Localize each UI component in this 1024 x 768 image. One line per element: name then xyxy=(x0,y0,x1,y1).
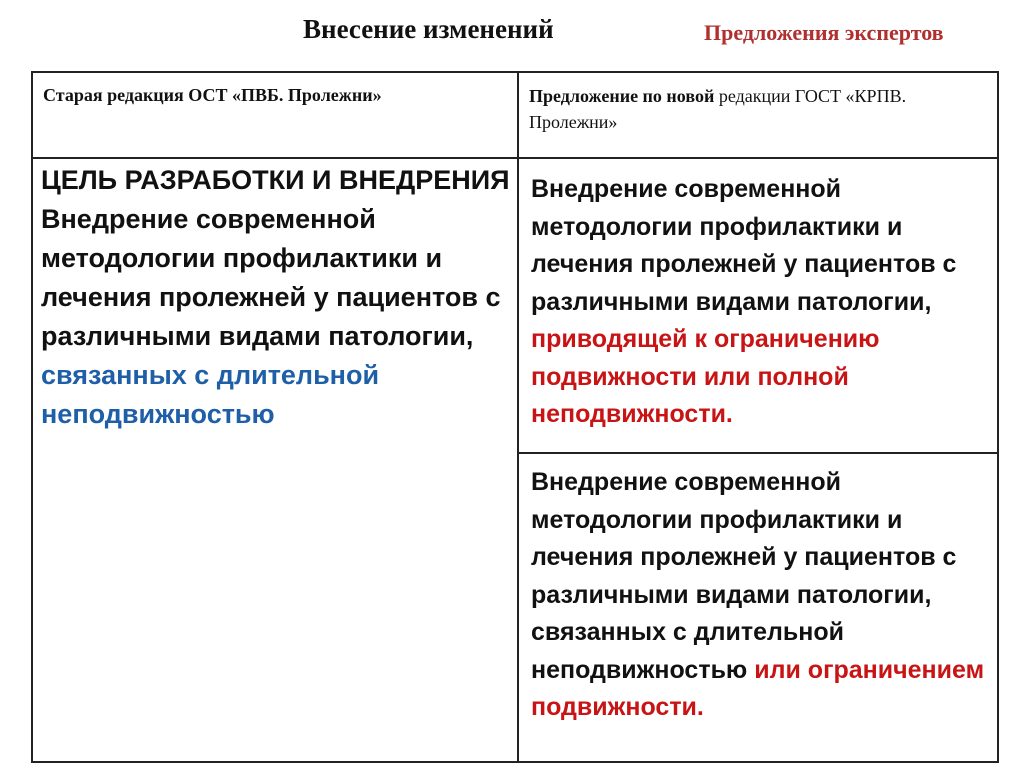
old-goal-highlight: связанных с длительной неподвижностью xyxy=(41,360,380,429)
header-new-edition-normal: редакции ГОСТ «КРПВ. Пролежни» xyxy=(529,86,907,132)
header-new-edition xyxy=(519,73,997,157)
header-old-edition-label: Старая редакция ОСТ «ПВБ. Пролежни» xyxy=(43,85,382,105)
page-subtitle: Предложения экспертов xyxy=(704,20,944,45)
header-old-edition xyxy=(33,73,517,157)
old-goal-text: Внедрение современной методологии профилактики и лечения пролежней у пациентов с различными видами патологии, xyxy=(41,204,501,351)
new-edition-proposal-1 xyxy=(519,159,997,452)
proposal-1-highlight: приводящей к ограничению подвижности или полной неподвижности. xyxy=(531,325,880,428)
page-title: Внесение изменений xyxy=(303,14,554,44)
goal-heading: ЦЕЛЬ РАЗРАБОТКИ И ВНЕДРЕНИЯ xyxy=(41,165,510,195)
proposal-2-highlight: или ограничением подвижности. xyxy=(531,655,985,721)
old-edition-goal-cell xyxy=(33,159,517,761)
header-new-edition-bold: Предложение по новой xyxy=(529,86,715,106)
comparison-table xyxy=(31,71,999,763)
proposal-2-text: Внедрение современной методологии профилактики и лечения пролежней у пациентов с различными видами патологии, связанных с длительной неподвижностью xyxy=(531,468,957,684)
proposal-1-text: Внедрение современной методологии профилактики и лечения пролежней у пациентов с различными видами патологии, xyxy=(531,175,957,316)
new-edition-proposal-2 xyxy=(519,454,997,761)
